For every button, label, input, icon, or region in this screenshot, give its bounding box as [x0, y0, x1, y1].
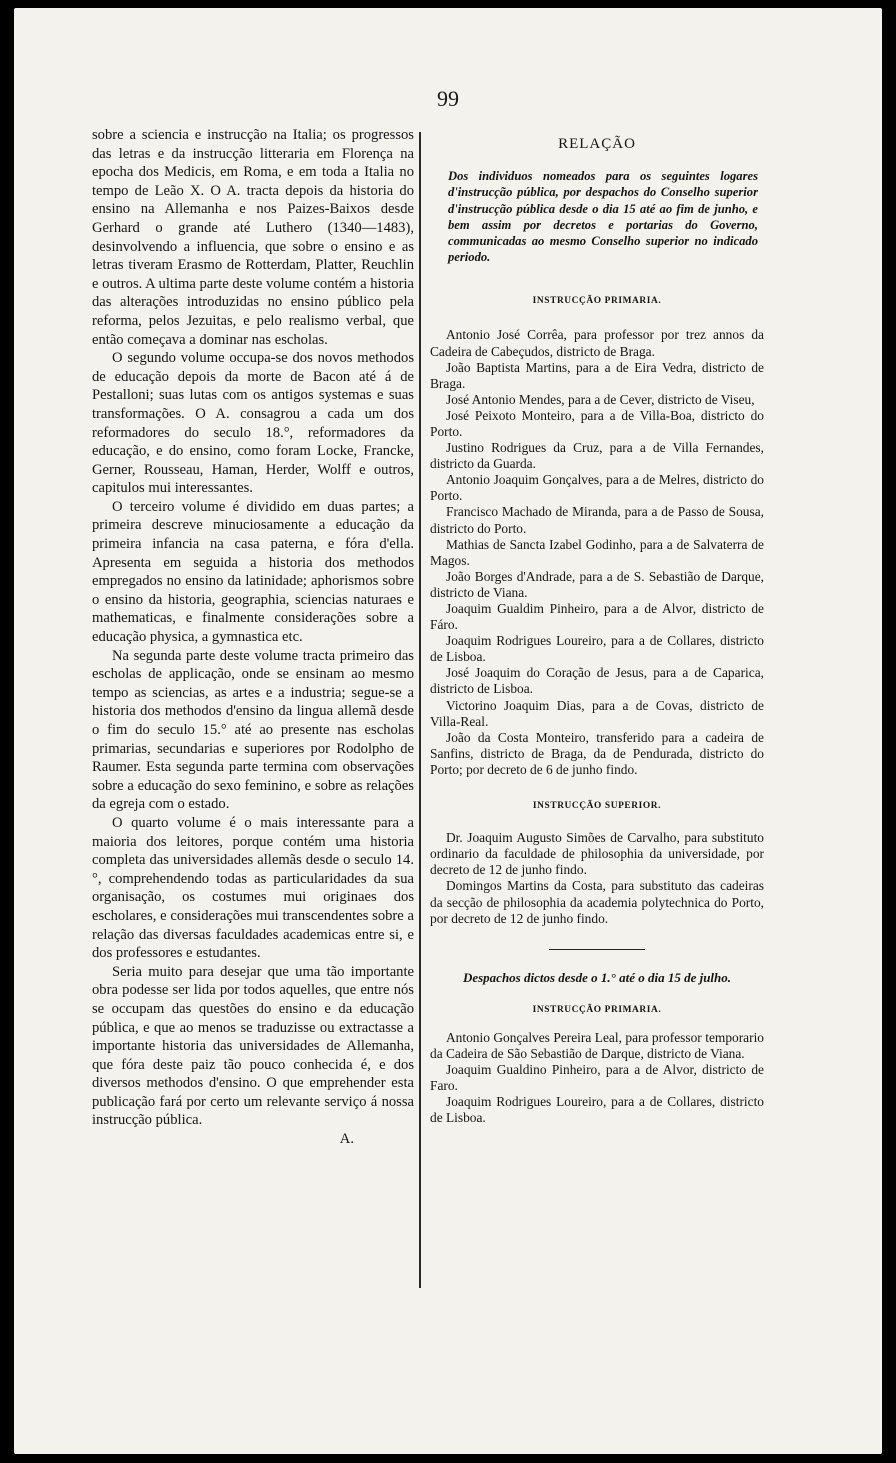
entry: José Joaquim do Coração de Jesus, para a de Caparica, districto de Lisboa. [430, 665, 764, 697]
paragraph: sobre a sciencia e instrucção na Italia; os progressos das letras e da instrucção litteraria em Florença na epocha dos Medicis, em Roma, e em toda a Italia no tempo de Leão X. O A. tracta depois da historia do ensino na Allemanha e nos Paizes-Baixos desde Gerhard o grande até Luthero (1340—1483), desinvolvendo a influencia, que sobre o ensino e as letras tiveram Erasmo de Rotterdam, Platter, Reuchlin e outros. A ultima parte deste volume contém a historia das alterações introduzidas no ensino público pela reforma, pelos Jezuitas, e pelo realismo verbal, que então começava a dominar nas escholas. [92, 127, 414, 348]
paragraph: Na segunda parte deste volume tracta primeiro das escholas de applicação, onde se ensinam ao mesmo tempo as sciencias, as artes e a industria; segue-se a historia dos methodos d'ensino da lingua allemã desde o fim do seculo 15.° até ao presente nas escholas primarias, secundarias e superiores por Rodolpho de Raumer. Esta segunda parte termina com observações sobre a educação do sexo feminino, e sobre as relações da egreja com o estado. [92, 647, 414, 813]
paragraph: O quarto volume é o mais interessante para a maioria dos leitores, porque contém uma historia completa das universidades allemãs desde o seculo 14.°, comprehendendo todas as particularidades da sua organisação, os costumes mui originaes dos escholares, e considerações mui transcendentes sobre a relação das diversas faculdades academicas entre si, e dos professores e estudantes. [92, 814, 414, 962]
entry: Dr. Joaquim Augusto Simões de Carvalho, para substituto ordinario da faculdade de philosophia da universidade, por decreto de 12 de junho findo. [430, 830, 764, 878]
entry: Mathias de Sancta Izabel Godinho, para a de Salvaterra de Magos. [430, 536, 764, 568]
entry: José Peixoto Monteiro, para a de Villa-Boa, districto do Porto. [430, 407, 764, 439]
entry: Joaquim Rodrigues Loureiro, para a de Collares, districto de Lisboa. [430, 633, 764, 665]
section-rule [549, 949, 645, 950]
entry: Francisco Machado de Miranda, para a de Passo de Sousa, districto do Porto. [430, 504, 764, 536]
entry: José Antonio Mendes, para a de Cever, districto de Viseu, [446, 391, 755, 407]
entry: João Borges d'Andrade, para a de S. Sebastião de Darque, districto de Viana. [430, 568, 764, 600]
despachos-heading: Despachos dictos desde o 1.° até o dia 15 de julho. [462, 969, 732, 985]
page-number: 99 [437, 86, 459, 111]
entry: Antonio José Corrêa, para professor por trez annos da Cadeira de Cabeçudos, districto de Braga. [430, 327, 764, 359]
left-column [92, 126, 414, 1149]
relacao-intro: Dos individuos nomeados para os seguintes logares d'instrucção pública, por despachos do Conselho superior d'instrucção pública desde o dia 15 até ao fim de junho, e bem assim por decretos e portarias do Governo, communicadas ao mesmo Conselho superior no indicado periodo. [448, 169, 758, 265]
paragraph: O terceiro volume é dividido em duas partes; a primeira descreve minuciosamente a educação da primeira infancia na casa paterna, e fóra d'ella. Apresenta em seguida a historia dos methodos empregados no ensino da latinidade; aphorismos sobre o ensino da historia, geographia, sciencias naturaes e mathematicas, e finalmente considerações sobre a educação physica, a gymnastica etc. [92, 498, 414, 646]
entry: João Baptista Martins, para a de Eira Vedra, districto de Braga. [430, 359, 764, 391]
entry: Victorino Joaquim Dias, para a de Covas, districto de Villa-Real. [430, 697, 764, 729]
section-title-primaria-2: INSTRUCÇÃO PRIMARIA. [532, 1004, 662, 1015]
entry: Antonio Gonçalves Pereira Leal, para professor temporario da Cadeira de São Sebastião de Darque, districto de Viana. [430, 1029, 764, 1061]
right-column [430, 132, 764, 1126]
entry: Joaquim Gualdino Pinheiro, para a de Alvor, districto de Faro. [430, 1061, 764, 1094]
paragraph: O segundo volume occupa-se dos novos methodos de educação depois da morte de Bacon até á de Pestalloni; suas lutas com os antigos systemas e suas transformações. O A. consagrou a cada um dos reformadores do seculo 18.°, reformadores da educação, e do ensino, como foram Locke, Francke, Gerner, Rousseau, Haman, Herder, Wolff e outros, capitulos mui interessantes. [92, 350, 414, 497]
section-title-primaria: INSTRUCÇÃO PRIMARIA. [532, 296, 662, 307]
entry: Joaquim Rodrigues Loureiro, para a de Collares, districto de Lisboa. [430, 1094, 764, 1126]
entry: João da Costa Monteiro, transferido para a cadeira de Sanfins, districto de Braga, da de Pendurada, districto do Porto; por decreto de 6 de junho findo. [430, 729, 764, 777]
entry: Justino Rodrigues da Cruz, para a de Villa Fernandes, districto da Guarda. [430, 440, 764, 472]
newspaper-page [14, 8, 882, 1454]
entry: Joaquim Gualdim Pinheiro, para a de Alvor, districto de Fáro. [430, 601, 764, 633]
entry: Antonio Joaquim Gonçalves, para a de Melres, districto do Porto. [430, 472, 764, 504]
relacao-heading: RELAÇÃO [558, 136, 636, 152]
entry: Domingos Martins da Costa, para substituto das cadeiras da secção de philosophia da academia polytechnica do Porto, por decreto de 12 de junho findo. [430, 878, 764, 926]
paragraph: Seria muito para desejar que uma tão importante obra podesse ser lida por todos aquelles, que entre nós se occupam das questões do ensino e da educação pública, e que ao menos se traduzisse ou extractasse a importante historia das universidades de Allemanha, que fóra deste paiz tão pouco conhecida é, e dos diversos methodos d'ensino. O que emprehender esta publicação fará por certo um relevante serviço á nossa instrucção pública. [92, 963, 414, 1129]
section-title-superior: INSTRUCÇÃO SUPERIOR. [532, 801, 662, 812]
signature: A. [339, 1131, 354, 1148]
column-divider [419, 132, 421, 1288]
